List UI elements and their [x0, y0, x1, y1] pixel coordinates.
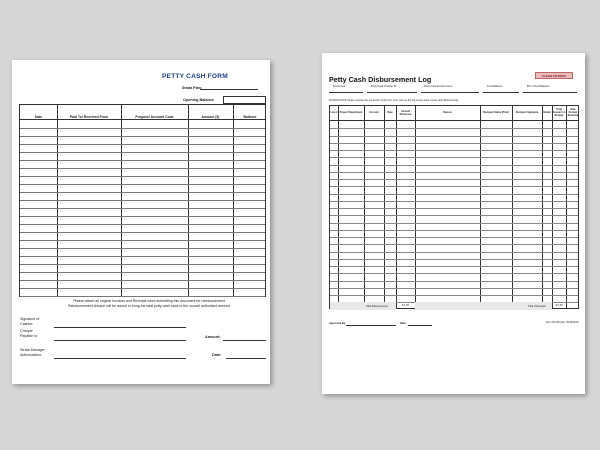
table-row[interactable] — [20, 128, 265, 129]
table-row[interactable] — [20, 224, 265, 225]
table-row[interactable] — [330, 143, 578, 144]
voucher-id-field[interactable] — [367, 92, 417, 93]
table-row[interactable] — [20, 256, 265, 257]
column-header-balance: Balance — [243, 114, 257, 119]
amount-field[interactable] — [223, 340, 266, 341]
reimbursement-note-line-1: Please attach all original Invoices and Receipts when submitting this document for reimbursement — [73, 299, 225, 303]
col-header-project: Project/ Department — [339, 111, 363, 115]
signature-label — [20, 317, 39, 327]
petty-cash-form-sheet — [12, 60, 270, 384]
table-row[interactable] — [20, 200, 265, 201]
reimbursement-note-line-2: Reimbursement cheque will be issued to bring the total petty cash back to the council authorised amount — [68, 303, 230, 308]
total-disbursements-label: Total Disbursements — [366, 305, 388, 308]
table-row[interactable] — [20, 272, 265, 273]
date-field[interactable] — [226, 358, 266, 359]
strata-manager-label — [20, 348, 45, 358]
table-row[interactable] — [330, 288, 578, 289]
table-row[interactable] — [330, 194, 578, 195]
approval-date-field[interactable] — [408, 325, 432, 326]
form-number: Form SC-006 (Rev. 05/25/2016) — [546, 322, 579, 324]
fund-balance-label: Fund Balance — [487, 85, 503, 88]
disbursement-log-sheet — [322, 53, 585, 394]
strata-plan-field[interactable] — [200, 89, 258, 90]
petty-cash-table — [19, 104, 266, 297]
col-header-line: Line # — [330, 111, 338, 115]
table-row[interactable] — [330, 128, 578, 129]
table-row[interactable] — [330, 244, 578, 245]
vendor-name-label: Petty Cash Vendor Name — [424, 85, 453, 88]
approved-by-field[interactable] — [346, 325, 396, 326]
table-row[interactable] — [330, 281, 578, 282]
table-row[interactable] — [330, 201, 578, 202]
table-row[interactable] — [20, 184, 265, 185]
col-header-account: Account — [369, 111, 379, 115]
table-row[interactable] — [330, 223, 578, 224]
table-row[interactable] — [20, 136, 265, 137]
col-header-reason: Reason — [443, 111, 452, 115]
date-label: Date: — [212, 353, 222, 357]
col-header-date: Date — [387, 111, 393, 115]
log-instructions: INSTRUCTIONS: Please complete the top section of this form, print, and use this log to keep track of petty cash disbursements. — [329, 100, 459, 102]
table-row[interactable] — [330, 157, 578, 158]
voucher-id-label: Petty Cash Voucher ID — [371, 85, 397, 88]
col-header-initials: Initials — [543, 111, 551, 115]
clear-entries-button[interactable]: CLEAR ENTRIES — [535, 72, 573, 79]
manager-authorization-field[interactable] — [54, 358, 186, 359]
table-row[interactable] — [20, 288, 265, 289]
col-header-receipt-total: Total Amount on Receipt — [552, 108, 566, 117]
log-info-row — [329, 85, 579, 93]
table-row[interactable] — [20, 232, 265, 233]
column-header-date: Date — [34, 114, 43, 119]
cheque-payable-label — [20, 329, 38, 339]
table-row[interactable] — [330, 252, 578, 253]
table-row[interactable] — [20, 176, 265, 177]
cheque-label-line-2: Payable to: — [20, 333, 38, 338]
table-row[interactable] — [330, 165, 578, 166]
table-row[interactable] — [330, 273, 578, 274]
approval-date-label: Date: — [400, 322, 407, 325]
approved-by-label: Approved By: — [329, 322, 347, 325]
column-header-purpose: Purpose/ Account Code — [135, 114, 174, 119]
disbursement-table — [329, 105, 579, 309]
opening-balance-field[interactable] — [223, 96, 266, 104]
manager-label-line-1: Strata Manager — [20, 348, 45, 352]
column-header-amount: Amount ($) — [201, 114, 220, 119]
table-row[interactable] — [20, 248, 265, 249]
fund-balance-field[interactable] — [483, 92, 519, 93]
cheque-payable-field[interactable] — [54, 340, 186, 341]
table-row[interactable] — [20, 264, 265, 265]
column-header-paid-to: Paid To/ Received From — [69, 114, 109, 119]
disbursement-table-header — [330, 106, 578, 121]
fiscal-year-field[interactable] — [329, 92, 363, 93]
table-row[interactable] — [20, 152, 265, 153]
table-row[interactable] — [330, 179, 578, 180]
table-row[interactable] — [20, 208, 265, 209]
signature-label-line-2: Cashier: — [20, 321, 34, 326]
table-row[interactable] — [330, 295, 578, 296]
table-row[interactable] — [20, 192, 265, 193]
fiscal-year-label: Fiscal Year — [333, 85, 346, 88]
table-row[interactable] — [330, 266, 578, 267]
table-row[interactable] — [330, 259, 578, 260]
col-header-amount: Amount Disbursed — [399, 109, 412, 116]
amount-label: Amount: — [205, 335, 221, 339]
table-row[interactable] — [20, 240, 265, 241]
fund-percent-label: $% of Fund Balance — [527, 85, 550, 88]
cashier-signature-field[interactable] — [54, 327, 186, 328]
cheque-label-line-1: Cheque — [20, 329, 33, 333]
table-row[interactable] — [330, 215, 578, 216]
vendor-name-field[interactable] — [421, 92, 479, 93]
col-header-recipient-name: Recipient Name (Print) — [483, 111, 509, 115]
manager-label-line-2: Authorization: — [20, 352, 42, 357]
table-row[interactable] — [20, 144, 265, 145]
total-receipts-value: $ 0.00 — [555, 304, 563, 307]
table-row[interactable] — [20, 296, 265, 297]
table-row[interactable] — [20, 216, 265, 217]
table-row[interactable] — [330, 150, 578, 151]
strata-plan-label: Strata Plan: — [182, 86, 202, 90]
table-row[interactable] — [330, 208, 578, 209]
table-row[interactable] — [20, 168, 265, 169]
table-row[interactable] — [330, 172, 578, 173]
table-row[interactable] — [330, 237, 578, 238]
fund-percent-field[interactable] — [523, 92, 577, 93]
table-row[interactable] — [330, 136, 578, 137]
signature-label-line-1: Signature of — [20, 317, 40, 321]
table-row[interactable] — [330, 230, 578, 231]
total-disbursements-value: $ 1.00 — [401, 304, 410, 307]
table-row[interactable] — [20, 160, 265, 161]
table-row[interactable] — [20, 280, 265, 281]
disbursement-log-title: Petty Cash Disbursement Log — [329, 75, 432, 84]
total-receipts-label: Total of Receipts — [528, 305, 546, 308]
col-header-recipient-signature: Recipient Signature — [515, 111, 539, 115]
reimbursement-note — [46, 299, 252, 308]
col-header-receipt-date: Date Receipt Received — [567, 108, 579, 117]
opening-balance-label: Opening Balance — [183, 98, 215, 102]
petty-cash-form-title: PETTY CASH FORM — [162, 73, 228, 80]
table-row[interactable] — [330, 186, 578, 187]
